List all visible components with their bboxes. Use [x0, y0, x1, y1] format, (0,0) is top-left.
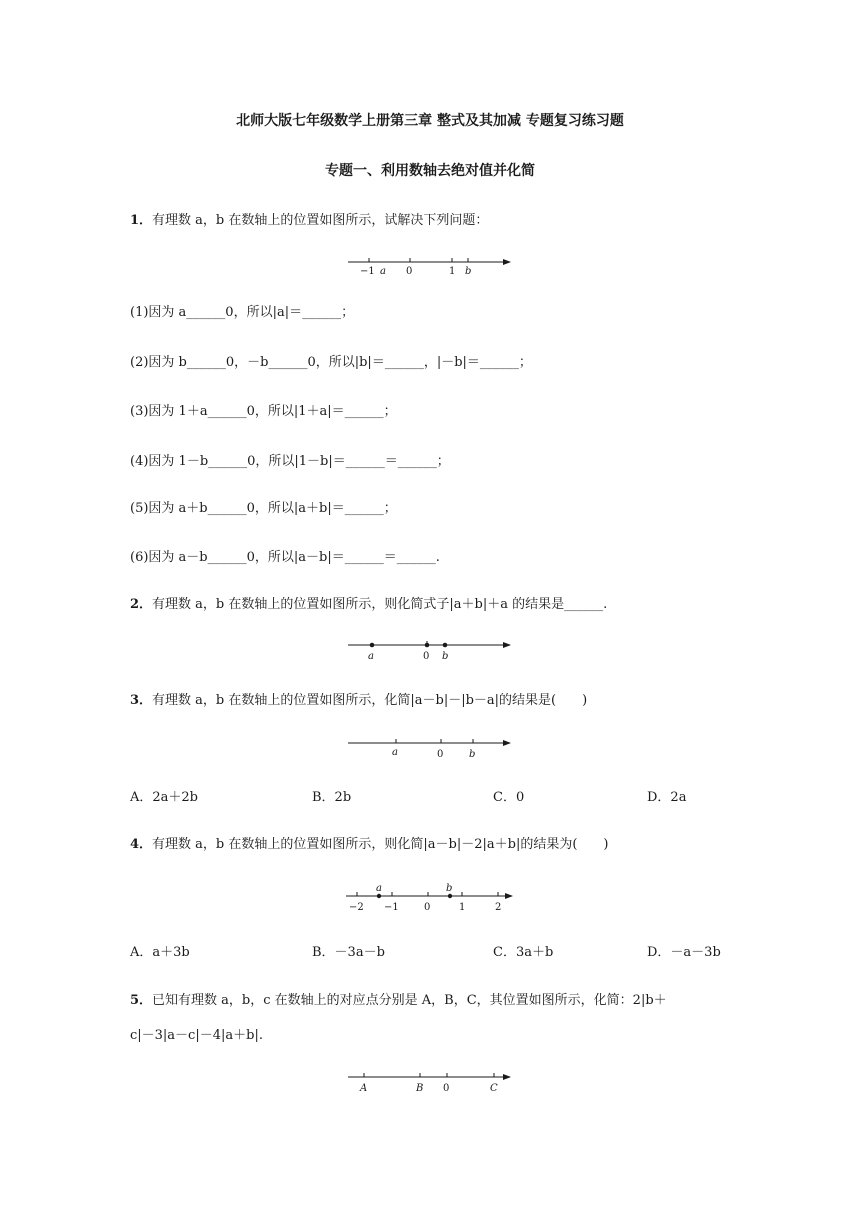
- axis-label: a: [380, 266, 386, 277]
- sub-question-2: (2)因为 b______0，－b______0，所以|b|＝______，|－b|＝______；: [130, 355, 532, 370]
- axis-label: C: [490, 1083, 498, 1094]
- axis-label: 0: [423, 651, 430, 662]
- option-c[interactable]: C．0: [493, 790, 525, 805]
- axis-label: −2: [349, 902, 364, 913]
- axis-label: A: [360, 1083, 368, 1094]
- sub-question-1: (1)因为 a______0，所以|a|＝______；: [130, 305, 355, 320]
- number-line-q4: [340, 880, 520, 920]
- option-b[interactable]: B．－3a－b: [312, 945, 385, 960]
- sub-question-5: (5)因为 a＋b______0，所以|a＋b|＝______；: [130, 501, 397, 516]
- question-5-continued: c|－3|a－c|－4|a＋b|.: [130, 1028, 263, 1043]
- question-text: 已知有理数 a，b，c 在数轴上的对应点分别是 A，B，C，其位置如图所示，化简：2|b＋: [152, 993, 667, 1008]
- axis-label: b: [465, 266, 472, 277]
- option-a[interactable]: A．a＋3b: [130, 945, 190, 960]
- question-text: 有理数 a，b 在数轴上的位置如图所示，化简|a－b|－|b－a|的结果是( ): [152, 693, 588, 708]
- option-d[interactable]: D．－a－3b: [647, 945, 721, 960]
- axis-label: B: [416, 1083, 424, 1094]
- axis-label: b: [469, 749, 476, 760]
- axis-label: 0: [424, 902, 431, 913]
- question-text: 有理数 a，b 在数轴上的位置如图所示，试解决下列问题：: [152, 213, 489, 228]
- axis-label: 0: [437, 749, 444, 760]
- axis-label: −1: [384, 902, 399, 913]
- number-line-q1-ticks: [340, 252, 520, 282]
- axis-label: a: [376, 883, 382, 894]
- axis-label: 0: [406, 266, 413, 277]
- number-line-q2: [340, 636, 520, 666]
- axis-label: b: [446, 883, 453, 894]
- axis-label: 1: [459, 902, 466, 913]
- number-line-q3: [340, 734, 520, 764]
- question-1: [130, 212, 488, 230]
- axis-label: 1: [449, 266, 456, 277]
- question-3: [130, 692, 587, 710]
- number-line-q5: [340, 1068, 520, 1098]
- section-title: 专题一、利用数轴去绝对值并化简: [325, 163, 535, 179]
- axis-label: 2: [495, 902, 502, 913]
- question-text: 有理数 a，b 在数轴上的位置如图所示，则化简式子|a＋b|＋a 的结果是______.: [152, 597, 608, 612]
- option-a[interactable]: A．2a＋2b: [130, 790, 199, 805]
- question-4: [130, 836, 608, 854]
- question-number: 1．: [130, 213, 153, 228]
- question-5: [130, 992, 667, 1010]
- question-number: 5．: [130, 993, 153, 1008]
- sub-question-3: (3)因为 1＋a______0，所以|1＋a|＝______；: [130, 404, 397, 419]
- option-c[interactable]: C．3a＋b: [493, 945, 554, 960]
- sub-question-4: (4)因为 1－b______0，所以|1－b|＝______＝______；: [130, 454, 450, 469]
- sub-question-6: (6)因为 a－b______0，所以|a－b|＝______＝______.: [130, 550, 440, 565]
- axis-label: −1: [360, 266, 375, 277]
- axis-label: 0: [443, 1083, 450, 1094]
- question-number: 4．: [130, 837, 153, 852]
- axis-label: a: [368, 651, 374, 662]
- page-title: 北师大版七年级数学上册第三章 整式及其加减 专题复习练习题: [236, 113, 624, 129]
- option-b[interactable]: B．2b: [312, 790, 352, 805]
- question-2: [130, 596, 607, 614]
- question-number: 3．: [130, 693, 153, 708]
- axis-label: b: [442, 651, 449, 662]
- axis-label: a: [392, 747, 398, 758]
- option-d[interactable]: D．2a: [647, 790, 687, 805]
- question-number: 2．: [130, 597, 153, 612]
- question-text: 有理数 a，b 在数轴上的位置如图所示，则化简|a－b|－2|a＋b|的结果为( ): [152, 837, 609, 852]
